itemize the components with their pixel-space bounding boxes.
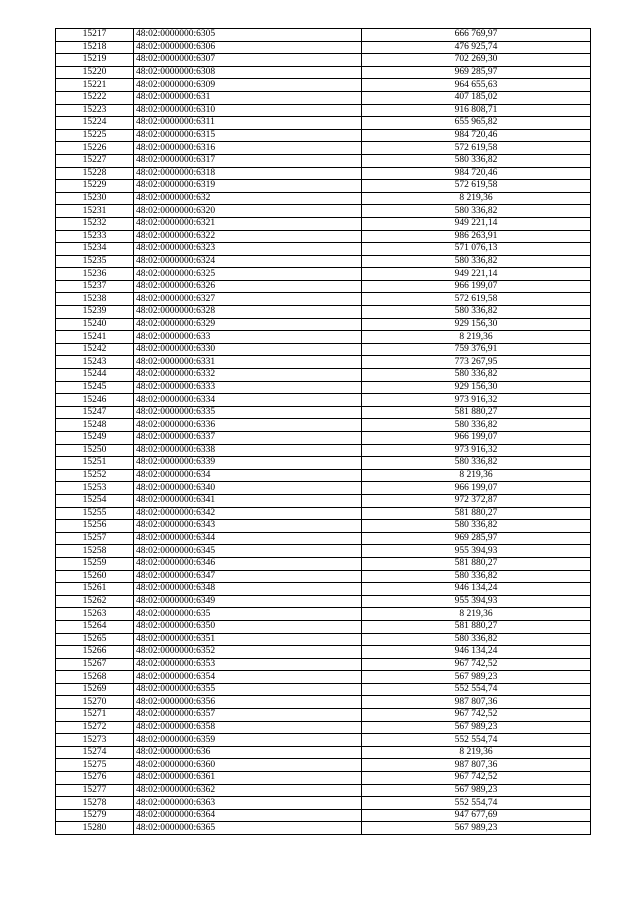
row-number: 15243 <box>56 356 134 369</box>
cadastral-value: 572 619,58 <box>362 142 591 155</box>
row-number: 15252 <box>56 469 134 482</box>
cadastral-value: 8 219,36 <box>362 192 591 205</box>
cadastral-value: 966 199,07 <box>362 280 591 293</box>
row-number: 15253 <box>56 482 134 495</box>
cadastral-number: 48:02:0000000:6346 <box>134 557 362 570</box>
row-number: 15222 <box>56 91 134 104</box>
row-number: 15246 <box>56 394 134 407</box>
cadastral-number: 48:02:0000000:6316 <box>134 142 362 155</box>
row-number: 15258 <box>56 545 134 558</box>
cadastral-value: 567 989,23 <box>362 721 591 734</box>
cadastral-number: 48:02:0000000:6354 <box>134 671 362 684</box>
cadastral-value: 567 989,23 <box>362 784 591 797</box>
cadastral-number: 48:02:0000000:6323 <box>134 243 362 256</box>
cadastral-number: 48:02:0000000:6310 <box>134 104 362 117</box>
cadastral-number: 48:02:0000000:6308 <box>134 66 362 79</box>
table-row <box>56 192 591 205</box>
cadastral-number: 48:02:0000000:6348 <box>134 583 362 596</box>
cadastral-number: 48:02:0000000:6361 <box>134 772 362 785</box>
cadastral-value: 580 336,82 <box>362 520 591 533</box>
row-number: 15236 <box>56 268 134 281</box>
cadastral-number: 48:02:0000000:6345 <box>134 545 362 558</box>
table-row <box>56 394 591 407</box>
cadastral-number: 48:02:0000000:6305 <box>134 29 362 42</box>
cadastral-number: 48:02:0000000:6324 <box>134 255 362 268</box>
table-row <box>56 683 591 696</box>
table-row <box>56 608 591 621</box>
cadastral-number: 48:02:0000000:6325 <box>134 268 362 281</box>
cadastral-value: 967 742,52 <box>362 772 591 785</box>
row-number: 15251 <box>56 457 134 470</box>
cadastral-number: 48:02:0000000:631 <box>134 91 362 104</box>
cadastral-value: 984 720,46 <box>362 167 591 180</box>
row-number: 15238 <box>56 293 134 306</box>
cadastral-number: 48:02:0000000:6344 <box>134 532 362 545</box>
cadastral-value: 702 269,30 <box>362 54 591 67</box>
cadastral-number: 48:02:0000000:6329 <box>134 318 362 331</box>
table-row <box>56 557 591 570</box>
table-row <box>56 104 591 117</box>
row-number: 15280 <box>56 822 134 835</box>
cadastral-value: 8 219,36 <box>362 608 591 621</box>
row-number: 15247 <box>56 406 134 419</box>
row-number: 15245 <box>56 381 134 394</box>
cadastral-number: 48:02:0000000:6364 <box>134 809 362 822</box>
row-number: 15242 <box>56 343 134 356</box>
row-number: 15274 <box>56 746 134 759</box>
table-row <box>56 180 591 193</box>
cadastral-number: 48:02:0000000:6318 <box>134 167 362 180</box>
cadastral-value: 946 134,24 <box>362 646 591 659</box>
table-row <box>56 633 591 646</box>
cadastral-value: 972 372,87 <box>362 494 591 507</box>
cadastral-value: 580 336,82 <box>362 306 591 319</box>
cadastral-number: 48:02:0000000:6326 <box>134 280 362 293</box>
cadastral-value: 580 336,82 <box>362 419 591 432</box>
cadastral-value-table <box>55 28 591 835</box>
row-number: 15231 <box>56 205 134 218</box>
table-row <box>56 343 591 356</box>
row-number: 15255 <box>56 507 134 520</box>
row-number: 15256 <box>56 520 134 533</box>
row-number: 15260 <box>56 570 134 583</box>
table-row <box>56 809 591 822</box>
table-row <box>56 268 591 281</box>
cadastral-value: 929 156,30 <box>362 381 591 394</box>
cadastral-value: 581 880,27 <box>362 620 591 633</box>
cadastral-number: 48:02:0000000:636 <box>134 746 362 759</box>
cadastral-number: 48:02:0000000:6322 <box>134 230 362 243</box>
row-number: 15262 <box>56 595 134 608</box>
row-number: 15225 <box>56 129 134 142</box>
cadastral-number: 48:02:0000000:6306 <box>134 41 362 54</box>
row-number: 15249 <box>56 432 134 445</box>
table-row <box>56 620 591 633</box>
table-row <box>56 432 591 445</box>
cadastral-number: 48:02:0000000:6338 <box>134 444 362 457</box>
table-row <box>56 772 591 785</box>
table-row <box>56 721 591 734</box>
row-number: 15230 <box>56 192 134 205</box>
cadastral-value: 407 185,02 <box>362 91 591 104</box>
table-row <box>56 658 591 671</box>
table-row <box>56 696 591 709</box>
row-number: 15278 <box>56 797 134 810</box>
table-row <box>56 255 591 268</box>
cadastral-value: 666 769,97 <box>362 29 591 42</box>
table-row <box>56 205 591 218</box>
cadastral-number: 48:02:0000000:6362 <box>134 784 362 797</box>
cadastral-value: 476 925,74 <box>362 41 591 54</box>
cadastral-value: 581 880,27 <box>362 406 591 419</box>
cadastral-number: 48:02:0000000:6311 <box>134 117 362 130</box>
cadastral-number: 48:02:0000000:6352 <box>134 646 362 659</box>
cadastral-value: 580 336,82 <box>362 633 591 646</box>
row-number: 15218 <box>56 41 134 54</box>
table-row <box>56 822 591 835</box>
cadastral-number: 48:02:0000000:6343 <box>134 520 362 533</box>
table-row <box>56 734 591 747</box>
row-number: 15269 <box>56 683 134 696</box>
cadastral-value: 984 720,46 <box>362 129 591 142</box>
cadastral-number: 48:02:0000000:6337 <box>134 432 362 445</box>
table-row <box>56 746 591 759</box>
table-row <box>56 66 591 79</box>
table-row <box>56 532 591 545</box>
cadastral-value: 949 221,14 <box>362 268 591 281</box>
row-number: 15229 <box>56 180 134 193</box>
table-row <box>56 406 591 419</box>
row-number: 15264 <box>56 620 134 633</box>
cadastral-number: 48:02:0000000:6365 <box>134 822 362 835</box>
cadastral-value: 581 880,27 <box>362 507 591 520</box>
table-row <box>56 797 591 810</box>
cadastral-value: 967 742,52 <box>362 709 591 722</box>
row-number: 15276 <box>56 772 134 785</box>
table-row <box>56 79 591 92</box>
cadastral-number: 48:02:0000000:6351 <box>134 633 362 646</box>
row-number: 15232 <box>56 217 134 230</box>
table-row <box>56 545 591 558</box>
table-row <box>56 444 591 457</box>
row-number: 15235 <box>56 255 134 268</box>
cadastral-number: 48:02:0000000:6339 <box>134 457 362 470</box>
cadastral-value: 987 807,36 <box>362 696 591 709</box>
cadastral-number: 48:02:0000000:6317 <box>134 154 362 167</box>
cadastral-value: 552 554,74 <box>362 734 591 747</box>
cadastral-number: 48:02:0000000:6350 <box>134 620 362 633</box>
table-row <box>56 217 591 230</box>
cadastral-number: 48:02:0000000:6336 <box>134 419 362 432</box>
table-row <box>56 494 591 507</box>
row-number: 15240 <box>56 318 134 331</box>
row-number: 15228 <box>56 167 134 180</box>
cadastral-value: 580 336,82 <box>362 369 591 382</box>
row-number: 15275 <box>56 759 134 772</box>
cadastral-value: 955 394,93 <box>362 595 591 608</box>
table-row <box>56 583 591 596</box>
row-number: 15224 <box>56 117 134 130</box>
cadastral-value: 580 336,82 <box>362 205 591 218</box>
row-number: 15219 <box>56 54 134 67</box>
cadastral-value: 955 394,93 <box>362 545 591 558</box>
table-row <box>56 356 591 369</box>
table-row <box>56 595 591 608</box>
cadastral-value: 655 965,82 <box>362 117 591 130</box>
table-row <box>56 280 591 293</box>
cadastral-number: 48:02:0000000:6332 <box>134 369 362 382</box>
cadastral-value: 964 655,63 <box>362 79 591 92</box>
row-number: 15237 <box>56 280 134 293</box>
row-number: 15261 <box>56 583 134 596</box>
cadastral-number: 48:02:0000000:6331 <box>134 356 362 369</box>
cadastral-value: 966 199,07 <box>362 482 591 495</box>
row-number: 15272 <box>56 721 134 734</box>
cadastral-number: 48:02:0000000:6320 <box>134 205 362 218</box>
cadastral-number: 48:02:0000000:6333 <box>134 381 362 394</box>
row-number: 15234 <box>56 243 134 256</box>
cadastral-number: 48:02:0000000:6347 <box>134 570 362 583</box>
row-number: 15217 <box>56 29 134 42</box>
cadastral-value: 916 808,71 <box>362 104 591 117</box>
cadastral-value: 8 219,36 <box>362 331 591 344</box>
cadastral-value: 580 336,82 <box>362 570 591 583</box>
cadastral-number: 48:02:0000000:634 <box>134 469 362 482</box>
cadastral-value: 572 619,58 <box>362 293 591 306</box>
cadastral-value: 966 199,07 <box>362 432 591 445</box>
table-row <box>56 520 591 533</box>
cadastral-number: 48:02:0000000:6359 <box>134 734 362 747</box>
cadastral-number: 48:02:0000000:635 <box>134 608 362 621</box>
cadastral-number: 48:02:0000000:6315 <box>134 129 362 142</box>
row-number: 15271 <box>56 709 134 722</box>
cadastral-number: 48:02:0000000:6358 <box>134 721 362 734</box>
table-row <box>56 129 591 142</box>
table-row <box>56 381 591 394</box>
cadastral-value: 947 677,69 <box>362 809 591 822</box>
cadastral-value: 567 989,23 <box>362 822 591 835</box>
row-number: 15268 <box>56 671 134 684</box>
table-row <box>56 507 591 520</box>
table-row <box>56 117 591 130</box>
cadastral-number: 48:02:0000000:6342 <box>134 507 362 520</box>
cadastral-value: 580 336,82 <box>362 255 591 268</box>
cadastral-number: 48:02:0000000:6356 <box>134 696 362 709</box>
row-number: 15259 <box>56 557 134 570</box>
cadastral-number: 48:02:0000000:6363 <box>134 797 362 810</box>
cadastral-value: 969 285,97 <box>362 532 591 545</box>
cadastral-number: 48:02:0000000:6321 <box>134 217 362 230</box>
table-row <box>56 759 591 772</box>
cadastral-value: 773 267,95 <box>362 356 591 369</box>
table-row <box>56 29 591 42</box>
row-number: 15277 <box>56 784 134 797</box>
table-row <box>56 469 591 482</box>
table-row <box>56 457 591 470</box>
cadastral-value: 973 916,32 <box>362 394 591 407</box>
table-row <box>56 167 591 180</box>
cadastral-value: 987 807,36 <box>362 759 591 772</box>
cadastral-value: 552 554,74 <box>362 683 591 696</box>
table-row <box>56 306 591 319</box>
row-number: 15279 <box>56 809 134 822</box>
row-number: 15270 <box>56 696 134 709</box>
cadastral-value: 946 134,24 <box>362 583 591 596</box>
row-number: 15250 <box>56 444 134 457</box>
row-number: 15266 <box>56 646 134 659</box>
cadastral-value: 967 742,52 <box>362 658 591 671</box>
cadastral-number: 48:02:0000000:6335 <box>134 406 362 419</box>
cadastral-value: 929 156,30 <box>362 318 591 331</box>
table-row <box>56 142 591 155</box>
row-number: 15265 <box>56 633 134 646</box>
cadastral-value: 969 285,97 <box>362 66 591 79</box>
cadastral-number: 48:02:0000000:6334 <box>134 394 362 407</box>
cadastral-number: 48:02:0000000:6357 <box>134 709 362 722</box>
table-row <box>56 784 591 797</box>
row-number: 15223 <box>56 104 134 117</box>
cadastral-number: 48:02:0000000:6360 <box>134 759 362 772</box>
cadastral-number: 48:02:0000000:6327 <box>134 293 362 306</box>
cadastral-number: 48:02:0000000:6319 <box>134 180 362 193</box>
table-row <box>56 230 591 243</box>
cadastral-value: 580 336,82 <box>362 154 591 167</box>
table-row <box>56 54 591 67</box>
table-row <box>56 369 591 382</box>
cadastral-value: 567 989,23 <box>362 671 591 684</box>
table-row <box>56 243 591 256</box>
row-number: 15233 <box>56 230 134 243</box>
table-row <box>56 646 591 659</box>
row-number: 15241 <box>56 331 134 344</box>
cadastral-value: 759 376,91 <box>362 343 591 356</box>
cadastral-value: 949 221,14 <box>362 217 591 230</box>
row-number: 15248 <box>56 419 134 432</box>
row-number: 15273 <box>56 734 134 747</box>
row-number: 15239 <box>56 306 134 319</box>
table-row <box>56 154 591 167</box>
cadastral-number: 48:02:0000000:6340 <box>134 482 362 495</box>
cadastral-number: 48:02:0000000:6341 <box>134 494 362 507</box>
cadastral-number: 48:02:0000000:6307 <box>134 54 362 67</box>
table-row <box>56 331 591 344</box>
cadastral-value: 571 076,13 <box>362 243 591 256</box>
cadastral-value: 572 619,58 <box>362 180 591 193</box>
cadastral-number: 48:02:0000000:6330 <box>134 343 362 356</box>
cadastral-number: 48:02:0000000:6353 <box>134 658 362 671</box>
cadastral-number: 48:02:0000000:633 <box>134 331 362 344</box>
cadastral-value: 986 263,91 <box>362 230 591 243</box>
table-row <box>56 671 591 684</box>
table-body <box>56 29 591 835</box>
table-row <box>56 293 591 306</box>
cadastral-value: 973 916,32 <box>362 444 591 457</box>
row-number: 15267 <box>56 658 134 671</box>
cadastral-number: 48:02:0000000:6309 <box>134 79 362 92</box>
cadastral-value: 580 336,82 <box>362 457 591 470</box>
table-row <box>56 570 591 583</box>
cadastral-number: 48:02:0000000:6328 <box>134 306 362 319</box>
cadastral-value: 581 880,27 <box>362 557 591 570</box>
row-number: 15220 <box>56 66 134 79</box>
row-number: 15227 <box>56 154 134 167</box>
row-number: 15254 <box>56 494 134 507</box>
cadastral-value: 8 219,36 <box>362 746 591 759</box>
table-row <box>56 318 591 331</box>
table-row <box>56 419 591 432</box>
cadastral-number: 48:02:0000000:632 <box>134 192 362 205</box>
table-row <box>56 482 591 495</box>
table-row <box>56 709 591 722</box>
cadastral-value: 552 554,74 <box>362 797 591 810</box>
cadastral-value: 8 219,36 <box>362 469 591 482</box>
table-row <box>56 41 591 54</box>
row-number: 15257 <box>56 532 134 545</box>
row-number: 15263 <box>56 608 134 621</box>
row-number: 15244 <box>56 369 134 382</box>
cadastral-number: 48:02:0000000:6355 <box>134 683 362 696</box>
row-number: 15221 <box>56 79 134 92</box>
table-row <box>56 91 591 104</box>
cadastral-number: 48:02:0000000:6349 <box>134 595 362 608</box>
row-number: 15226 <box>56 142 134 155</box>
